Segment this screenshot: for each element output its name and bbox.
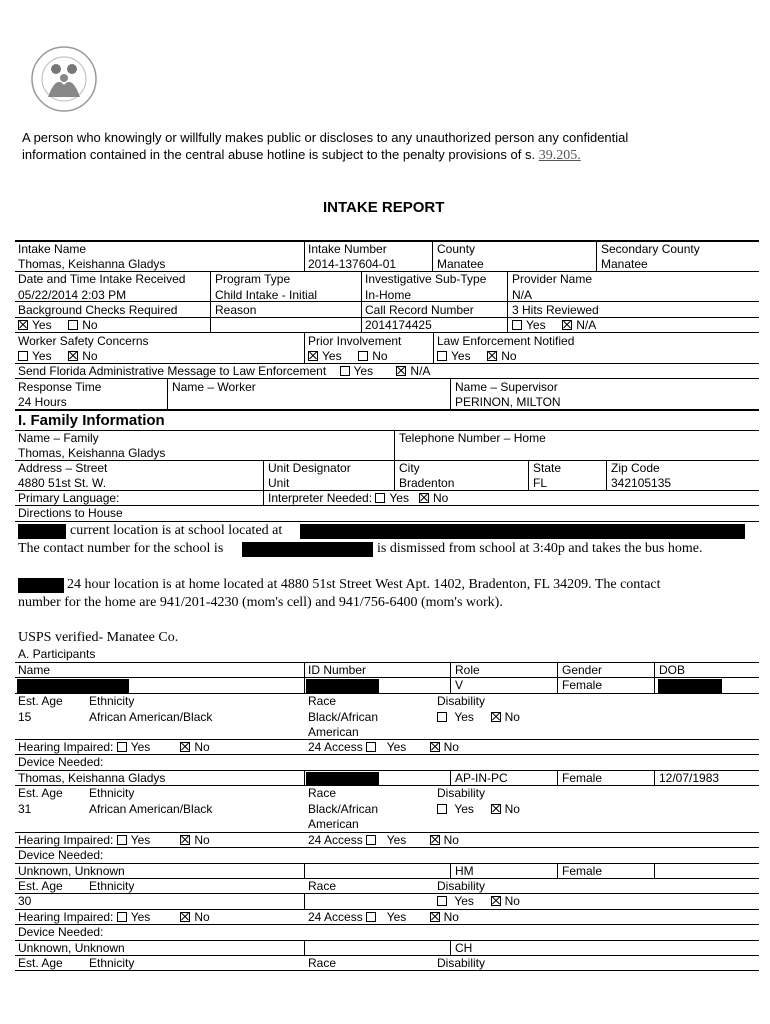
p3-race-label: Race (308, 879, 337, 893)
state-label: State (533, 461, 562, 475)
p1-hearing: Hearing Impaired: Yes No (18, 740, 210, 754)
p1-race-2: American (308, 725, 359, 739)
narrative-line-2a: The contact number for the school is (18, 541, 224, 556)
redaction-bar (242, 542, 373, 557)
participants-heading: A. Participants (18, 647, 96, 661)
checkbox-icon[interactable] (117, 742, 127, 752)
p1-race-1: Black/African (308, 710, 379, 724)
worker-safety-label: Worker Safety Concerns (18, 334, 149, 348)
checkbox-icon[interactable] (366, 912, 376, 922)
statute-link[interactable]: 39.205. (538, 148, 581, 163)
p2-hearing: Hearing Impaired: Yes No (18, 833, 210, 847)
call-record-value: 2014174425 (365, 318, 432, 332)
p3-disability: Yes No (437, 894, 520, 908)
col-role: Role (455, 663, 480, 677)
supervisor-name-label: Name – Supervisor (455, 380, 558, 394)
checkbox-icon[interactable] (117, 835, 127, 845)
p2-race-2: American (308, 817, 359, 831)
checkbox-icon[interactable] (68, 320, 78, 330)
p3-disability-label: Disability (437, 879, 486, 893)
p2-ethnicity-label: Ethnicity (89, 786, 135, 800)
narrative-line-2b: is dismissed from school at 3:40p and takes the bus home. (377, 541, 703, 556)
p2-dob: 12/07/1983 (659, 771, 720, 785)
p2-disability-label: Disability (437, 786, 486, 800)
p1-disability: Yes No (437, 710, 520, 724)
p1-access: 24 Access Yes No (308, 740, 459, 754)
p2-race-label: Race (308, 786, 337, 800)
narrative-line-1: current location is at school located at (70, 523, 283, 538)
date-received-value: 05/22/2014 2:03 PM (18, 288, 127, 302)
narrative-line-4: number for the home are 941/201-4230 (mom's cell) and 941/756-6400 (mom's work). (18, 595, 503, 610)
col-id: ID Number (308, 663, 367, 677)
col-dob: DOB (659, 663, 686, 677)
p4-disability-label: Disability (437, 956, 486, 970)
worker-name-label: Name – Worker (172, 380, 256, 394)
p1-disability-label: Disability (437, 694, 486, 708)
investigative-subtype-value: In-Home (365, 288, 412, 302)
provider-name-value: N/A (512, 288, 533, 302)
p3-role: HM (455, 864, 474, 878)
call-record-label: Call Record Number (365, 303, 474, 317)
response-time-value: 24 Hours (18, 395, 67, 409)
secondary-county-label: Secondary County (601, 242, 700, 256)
zip-label: Zip Code (611, 461, 660, 475)
date-received-label: Date and Time Intake Received (18, 272, 186, 286)
investigative-subtype-label: Investigative Sub-Type (365, 272, 487, 286)
prior-involvement-options: Yes No (308, 349, 388, 363)
narrative-line-3: 24 hour location is at home located at 4880 51st Street West Apt. 1402, Bradenton, FL 34209. The contact (67, 577, 661, 592)
checkbox-icon[interactable] (375, 493, 385, 503)
p3-access: 24 Access Yes No (308, 910, 459, 924)
p1-race-label: Race (308, 694, 337, 708)
checkbox-icon[interactable] (366, 835, 376, 845)
p1-ethnicity: African American/Black (89, 710, 213, 724)
family-info-heading: I. Family Information (18, 412, 165, 429)
provider-name-label: Provider Name (512, 272, 593, 286)
checkbox-icon[interactable] (18, 351, 28, 361)
p2-role: AP-IN-PC (455, 771, 508, 785)
p1-age-label: Est. Age (18, 694, 63, 708)
checked-box-icon[interactable] (396, 366, 406, 376)
directions-label: Directions to House (18, 506, 123, 520)
intake-number-label: Intake Number (308, 242, 387, 256)
intake-number-value: 2014-137604-01 (308, 257, 397, 271)
checked-box-icon[interactable] (430, 742, 440, 752)
p2-device: Device Needed: (18, 848, 104, 862)
p4-ethnicity-label: Ethnicity (89, 956, 135, 970)
p3-age-label: Est. Age (18, 879, 63, 893)
redaction-bar (18, 524, 66, 539)
checkbox-icon[interactable] (437, 804, 447, 814)
p2-age: 31 (18, 802, 32, 816)
checkbox-icon[interactable] (340, 366, 350, 376)
dcf-seal-logo (30, 45, 98, 113)
city-value: Bradenton (399, 476, 455, 490)
home-phone-label: Telephone Number – Home (399, 431, 546, 445)
redaction-bar (306, 679, 379, 693)
col-gender: Gender (562, 663, 603, 677)
hits-reviewed-options: Yes N/A (512, 318, 596, 332)
prior-involvement-label: Prior Involvement (308, 334, 402, 348)
redaction-bar (17, 679, 129, 693)
zip-value: 342105135 (611, 476, 672, 490)
narrative-line-5: USPS verified- Manatee Co. (18, 630, 179, 645)
p2-name: Thomas, Keishanna Gladys (18, 771, 166, 785)
checked-box-icon[interactable] (491, 896, 501, 906)
checked-box-icon[interactable] (68, 351, 78, 361)
p2-ethnicity: African American/Black (89, 802, 213, 816)
notice-line-1: A person who knowingly or willfully makes public or discloses to any unauthorized person any confidential (22, 130, 629, 145)
checkbox-icon[interactable] (437, 712, 447, 722)
p3-ethnicity-label: Ethnicity (89, 879, 135, 893)
checkbox-icon[interactable] (117, 912, 127, 922)
county-label: County (437, 242, 476, 256)
p3-age: 30 (18, 894, 32, 908)
primary-language-label: Primary Language: (18, 491, 120, 505)
p2-access: 24 Access Yes No (308, 833, 459, 847)
program-type-value: Child Intake - Initial (215, 288, 318, 302)
p4-role: CH (455, 941, 473, 955)
state-value: FL (533, 476, 548, 490)
worker-safety-options: Yes No (18, 349, 98, 363)
p1-age: 15 (18, 710, 32, 724)
checked-box-icon[interactable] (180, 912, 190, 922)
col-name: Name (18, 663, 51, 677)
street-label: Address – Street (18, 461, 108, 475)
checked-box-icon[interactable] (491, 804, 501, 814)
p4-name: Unknown, Unknown (18, 941, 125, 955)
checkbox-icon[interactable] (358, 351, 368, 361)
checkbox-icon[interactable] (437, 351, 447, 361)
intake-name-value: Thomas, Keishanna Gladys (18, 257, 166, 271)
background-checks-label: Background Checks Required (18, 303, 178, 317)
law-enforcement-options: Yes No (437, 349, 517, 363)
supervisor-name-value: PERINON, MILTON (455, 395, 561, 409)
checkbox-icon[interactable] (437, 896, 447, 906)
checked-box-icon[interactable] (491, 712, 501, 722)
notice-line-2: information contained in the central abuse hotline is subject to the penalty provisions of s. 39.205. (22, 147, 581, 163)
unit-value: Unit (268, 476, 290, 490)
redaction-bar (18, 578, 64, 593)
checkbox-icon[interactable] (366, 742, 376, 752)
city-label: City (399, 461, 420, 475)
checked-box-icon[interactable] (562, 320, 572, 330)
p4-age-label: Est. Age (18, 956, 63, 970)
redaction-bar (658, 679, 722, 693)
p1-gender: Female (562, 678, 603, 692)
county-value: Manatee (437, 257, 484, 271)
p2-disability: Yes No (437, 802, 520, 816)
street-value: 4880 51st St. W. (18, 476, 107, 490)
secondary-county-value: Manatee (601, 257, 648, 271)
program-type-label: Program Type (215, 272, 291, 286)
checked-box-icon[interactable] (487, 351, 497, 361)
interpreter-needed: Interpreter Needed: Yes No (268, 491, 449, 505)
p3-gender: Female (562, 864, 603, 878)
background-checks-options: Yes No (18, 318, 98, 332)
checked-box-icon[interactable] (430, 835, 440, 845)
p2-gender: Female (562, 771, 603, 785)
redaction-bar (306, 772, 379, 785)
p1-ethnicity-label: Ethnicity (89, 694, 135, 708)
unit-label: Unit Designator (268, 461, 351, 475)
p1-role: V (455, 678, 464, 692)
reason-label: Reason (215, 303, 257, 317)
checked-box-icon[interactable] (180, 742, 190, 752)
p3-device: Device Needed: (18, 925, 104, 939)
checked-box-icon[interactable] (308, 351, 318, 361)
intake-name-label: Intake Name (18, 242, 87, 256)
send-message-label: Send Florida Administrative Message to Law Enforcement Yes N/A (18, 364, 431, 378)
family-name-label: Name – Family (18, 431, 99, 445)
law-enforcement-label: Law Enforcement Notified (437, 334, 575, 348)
checked-box-icon[interactable] (419, 493, 429, 503)
checked-box-icon[interactable] (180, 835, 190, 845)
response-time-label: Response Time (18, 380, 102, 394)
checkbox-icon[interactable] (512, 320, 522, 330)
checked-box-icon[interactable] (430, 912, 440, 922)
p2-age-label: Est. Age (18, 786, 63, 800)
page-title: INTAKE REPORT (323, 199, 445, 216)
p2-race-1: Black/African (308, 802, 379, 816)
redaction-bar (300, 524, 745, 539)
hits-reviewed-label: 3 Hits Reviewed (512, 303, 599, 317)
p1-device: Device Needed: (18, 755, 104, 769)
checked-box-icon[interactable] (18, 320, 28, 330)
p3-hearing: Hearing Impaired: Yes No (18, 910, 210, 924)
family-name-value: Thomas, Keishanna Gladys (18, 446, 166, 460)
p3-name: Unknown, Unknown (18, 864, 125, 878)
p4-race-label: Race (308, 956, 337, 970)
